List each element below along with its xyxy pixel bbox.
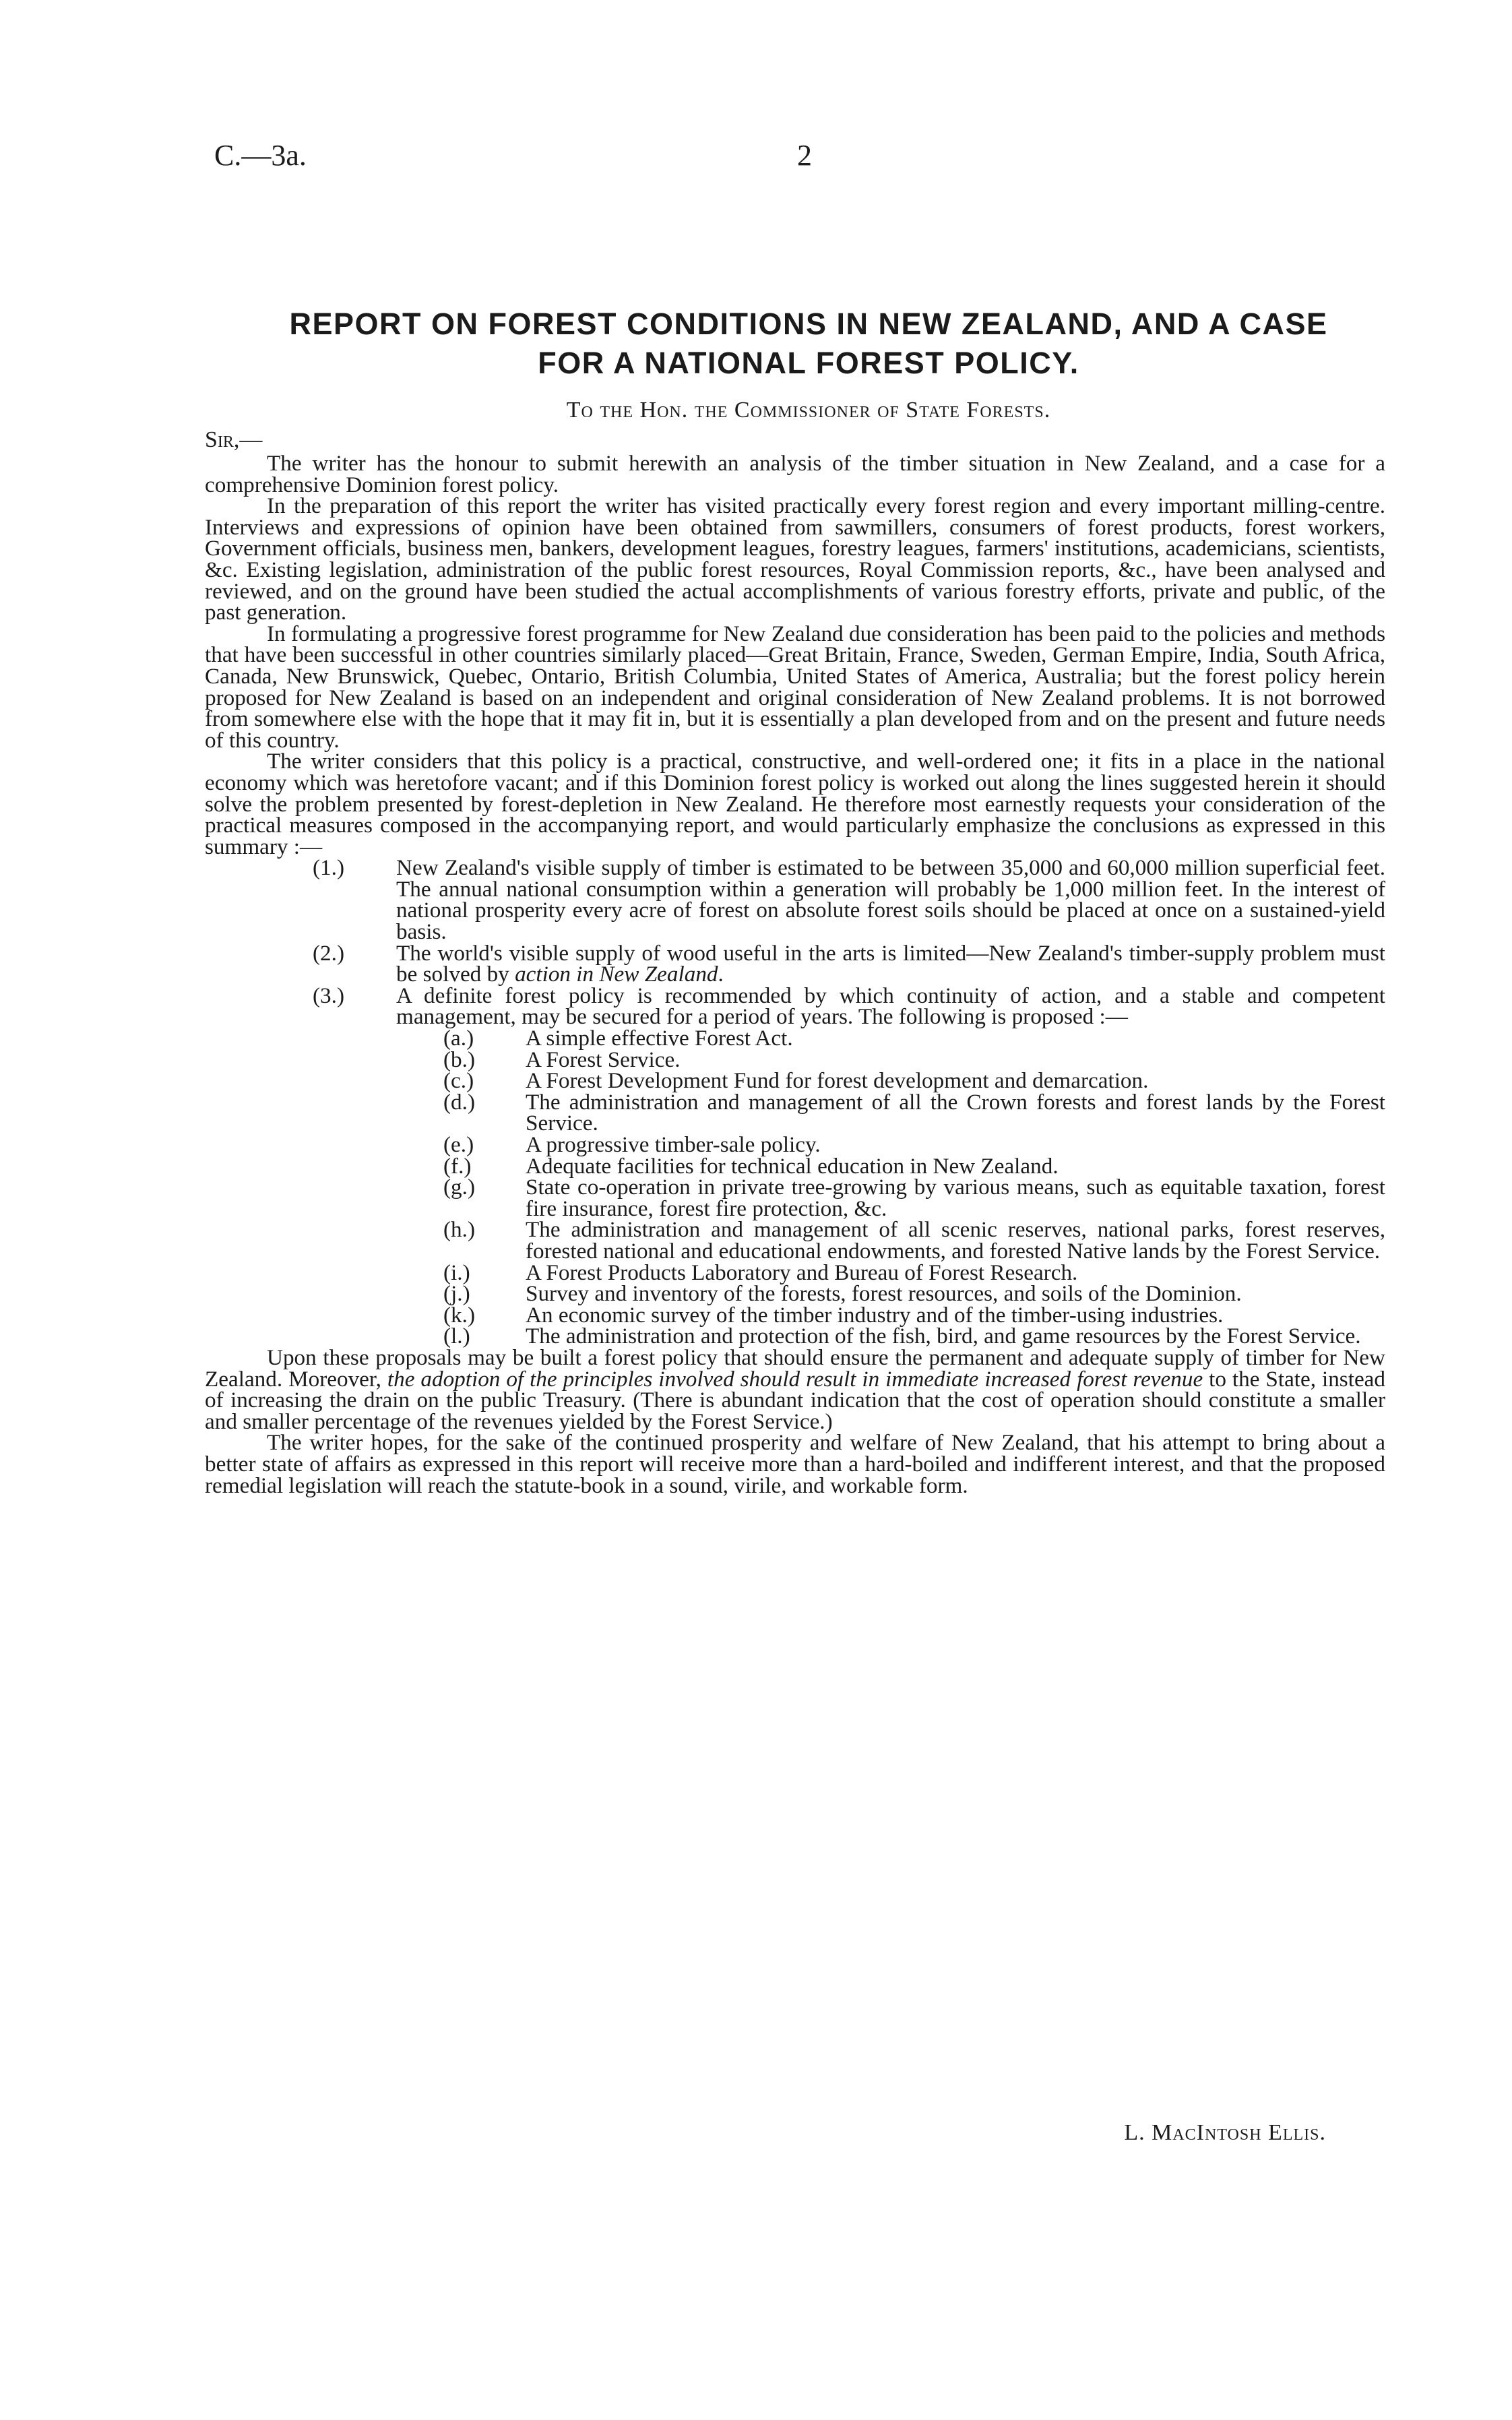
proposal-text: The administration and management of all the Crown forests and forest lands by the Forest Service. [526,1089,1385,1136]
title-line: FOR A NATIONAL FOREST POLICY. [538,346,1079,380]
proposal-text: Adequate facilities for technical education in New Zealand. [526,1153,1059,1179]
proposal-letter: (i.) [443,1260,470,1285]
summary-item [205,855,1385,945]
proposal-letter: (l.) [443,1324,470,1349]
proposal-text: A simple effective Forest Act. [526,1026,793,1051]
summary-item-emphasis: action in New Zealand [515,962,718,987]
summary-item [205,940,1385,987]
closing-text: Upon these proposals may be built a forest policy that should ensure the permanent and adequate supply of timber for New Zealand. Moreover, [205,1344,1385,1392]
proposal-text: The administration and management of all scenic reserves, national parks, forest reserves, forested national and educational endowments, and forested Native lands by the Forest Service. [526,1217,1385,1264]
summary-item-number: (1.) [313,855,344,881]
proposal-item [205,1089,1385,1136]
proposal-letter: (d.) [443,1089,475,1115]
paragraph: The writer considers that this policy is a practical, constructive, and well-ordered one; it fits in a place in the national economy which was heretofore vacant; and if this Dominion forest policy is worked out along the lines suggested herein it should solve the problem presented by forest-depletion in New Zealand. He therefore most earnestly requests your consideration of the practical measures composed in the accompanying report, and would particularly emphasize the conclusions as expressed in this summary :— [205,749,1385,859]
summary-item-text: The world's visible supply of wood useful in the arts is limited—New Zealand's timber-supply problem must be solved by [396,940,1385,987]
proposal-text: A Forest Development Fund for forest development and demarcation. [526,1068,1149,1094]
proposal-text: The administration and protection of the fish, bird, and game resources by the Forest Service. [526,1324,1361,1349]
page-number: 2 [797,139,812,172]
proposal-item [205,1302,1385,1328]
proposal-item [205,1262,1385,1284]
proposal-item [205,1049,1385,1071]
proposal-item [205,1326,1385,1347]
proposal-item [205,1219,1385,1262]
summary-item-number: (3.) [313,983,344,1008]
proposal-letter: (e.) [443,1132,474,1157]
proposal-text: A Forest Products Laboratory and Bureau of Forest Research. [526,1260,1078,1285]
proposal-letter: (b.) [443,1047,475,1072]
report-title [202,305,1415,383]
proposal-letter: (j.) [443,1281,470,1307]
summary-item-number: (2.) [313,940,344,966]
proposal-item [205,1177,1385,1219]
summary-item-tail: . [718,962,724,987]
signature: L. MacIntosh Ellis. [1124,2120,1326,2145]
summary-item-text: A definite forest policy is recommended by which continuity of action, and a stable and competent management, may be secured for a period of years. The following is proposed :— [396,983,1385,1030]
paragraph: In the preparation of this report the writer has visited practically every forest region and every important milling-centre. Interviews and expressions of opinion have been obtained from sawmillers, consumers of forest products, forest workers, Government officials, business men, bankers, development leagues, forestry leagues, farmers' institutions, academicians, scientists, &c. Existing legislation, administration of the public forest resources, Royal Commission reports, &c., have been analysed and reviewed, and on the ground have been studied the actual accomplishments of various forestry efforts, private and public, of the past generation. [205,493,1385,625]
closing-emphasis: the adoption of the principles involved should result in immediate increased forest revenue [387,1366,1203,1392]
proposal-letter: (g.) [443,1175,475,1200]
title-line: REPORT ON FOREST CONDITIONS IN NEW ZEALAND, AND A CASE [289,307,1328,341]
proposal-item [205,1070,1385,1092]
closing-text: to the State, instead of increasing the drain on the public Treasury. (There is abundant indication that the cost of operation should constitute a smaller and smaller percentage of the revenues yielded by the Forest Service.) [205,1366,1385,1434]
proposal-letter: (k.) [443,1302,475,1328]
proposal-item [205,1153,1385,1179]
summary-item-text: New Zealand's visible supply of timber is estimated to be between 35,000 and 60,000 million superficial feet. The annual national consumption within a generation will probably be 1,000 million feet. In the interest of national prosperity every acre of forest on absolute forest soils should be placed at once on a sustained-yield basis. [396,855,1385,945]
document-reference: C.—3a. [214,139,307,172]
proposal-item [205,1134,1385,1156]
proposal-text: A Forest Service. [526,1047,681,1072]
proposal-text: Survey and inventory of the forests, forest resources, and soils of the Dominion. [526,1281,1242,1307]
proposal-letter: (a.) [443,1026,474,1051]
closing-paragraph: The writer hopes, for the sake of the continued prosperity and welfare of New Zealand, that his attempt to bring about a better state of affairs as expressed in this report will receive more than a hard-boiled and indifferent interest, and that the proposed remedial legislation will reach the statute-book in a sound, virile, and workable form. [205,1430,1385,1498]
proposal-text: State co-operation in private tree-growing by various means, such as equitable taxation, forest fire insurance, forest fire protection, &c. [526,1175,1385,1221]
proposal-item [205,1283,1385,1305]
proposal-letter: (c.) [443,1068,474,1094]
proposal-letter: (f.) [443,1153,472,1179]
closing-paragraph [205,1344,1385,1434]
letter-body [205,453,1385,1496]
proposal-letter: (h.) [443,1217,475,1243]
paragraph: The writer has the honour to submit herewith an analysis of the timber situation in New Zealand, and a case for a comprehensive Dominion forest policy. [205,451,1385,497]
addressee: To the Hon. the Commissioner of State Forests. [566,398,1051,423]
salutation: Sir,— [205,427,263,452]
summary-item [205,985,1385,1028]
proposal-text: An economic survey of the timber industry and of the timber-using industries. [526,1302,1224,1328]
proposal-text: A progressive timber-sale policy. [526,1132,821,1157]
paragraph: In formulating a progressive forest programme for New Zealand due consideration has been paid to the policies and methods that have been successful in other countries similarly placed—Great Britain, France, Sweden, German Empire, India, South Africa, Canada, New Brunswick, Quebec, Ontario, British Columbia, United States of America, Australia; but the forest policy herein proposed for New Zealand is based on an independent and original consideration of New Zealand problems. It is not borrowed from somewhere else with the hope that it may fit in, but it is essentially a plan developed from and on the present and future needs of this country. [205,621,1385,753]
proposal-item [205,1028,1385,1049]
